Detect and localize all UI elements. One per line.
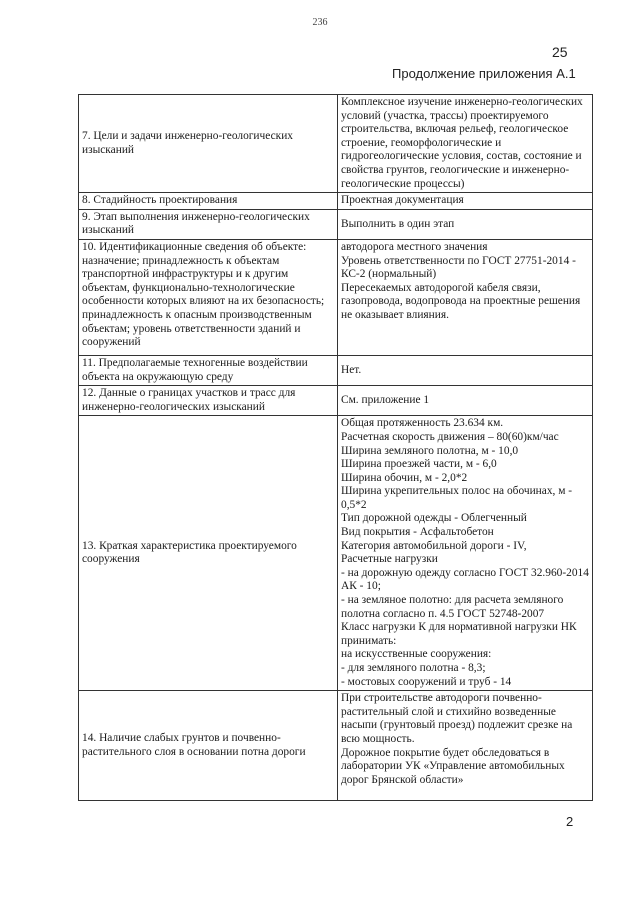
row-7-label: 7. Цели и задачи инженерно-геологических изысканий xyxy=(79,95,338,193)
row-13-line: Ширина обочин, м - 2,0*2 xyxy=(341,471,468,484)
row-13-line: Вид покрытия - Асфальтобетон xyxy=(341,526,494,539)
table-row xyxy=(79,386,593,416)
row-12-value: См. приложение 1 xyxy=(338,386,593,416)
appendix-continuation-title: Продолжение приложения А.1 xyxy=(392,66,576,81)
row-13-line: - на земляное полотно: для расчета земляного полотна согласно п. 4.5 ГОСТ 52748-2007 xyxy=(341,594,564,620)
row-9-value: Выполнить в один этап xyxy=(338,209,593,239)
row-10-line: Уровень ответственности по ГОСТ 27751-2014 - КС-2 (нормальный) xyxy=(341,254,576,281)
row-8-value: Проектная документация xyxy=(338,193,593,210)
requirements-table xyxy=(78,94,593,801)
row-13-line: - для земляного полотна - 8,3; xyxy=(341,662,486,674)
table-row xyxy=(79,355,593,385)
row-8-label: 8. Стадийность проектирования xyxy=(79,193,338,210)
row-13-line: Расчетная скорость движения – 80(60)км/час xyxy=(341,430,559,443)
table-row xyxy=(79,691,593,801)
row-13-line: на искусственные сооружения: xyxy=(341,648,492,661)
row-13-label: 13. Краткая характеристика проектируемого сооружения xyxy=(79,416,338,691)
table-row xyxy=(79,193,593,210)
row-10-value xyxy=(338,239,593,355)
table-row xyxy=(79,95,593,193)
row-13-line: Ширина укрепительных полос на обочинах, м - 0,5*2 xyxy=(341,485,573,511)
row-10-line: автодорога местного значения xyxy=(341,240,488,253)
row-13-line: Класс нагрузки К для нормативной нагрузки НК принимать: xyxy=(341,621,577,647)
row-14-line: Дорожное покрытие будет обследоваться в лаборатории УК «Управление автомобильных дорог Брянской области» xyxy=(341,746,565,786)
scan-page-number: 236 xyxy=(312,17,328,28)
row-13-line: - на дорожную одежду согласно ГОСТ 32.960-2014 АК - 10; xyxy=(341,566,589,593)
row-14-value xyxy=(338,691,593,801)
row-9-label: 9. Этап выполнения инженерно-геологических изысканий xyxy=(79,209,338,239)
table-row xyxy=(79,416,593,691)
row-13-line: Ширина проезжей части, м - 6,0 xyxy=(341,458,497,471)
page-number-top: 25 xyxy=(552,44,568,60)
row-13-line: - мостовых сооружений и труб - 14 xyxy=(341,675,512,688)
row-10-line: Пересекаемых автодорогой кабеля связи, газопровода, водопровода на проектные решения не оказывает влияния. xyxy=(341,281,581,321)
page-number-bottom: 2 xyxy=(566,814,574,829)
row-13-line: Расчетные нагрузки xyxy=(341,553,438,566)
row-13-value xyxy=(338,416,593,691)
row-14-label: 14. Наличие слабых грунтов и почвенно-растительного слоя в основании потна дороги xyxy=(79,691,338,801)
row-11-value: Нет. xyxy=(338,355,593,385)
row-13-line: Категория автомобильной дороги - IV, xyxy=(341,539,527,552)
row-12-label: 12. Данные о границах участков и трасс для инженерно-геологических изысканий xyxy=(79,386,338,416)
row-13-line: Тип дорожной одежды - Облегченный xyxy=(341,512,527,525)
row-13-line: Общая протяженность 23.634 км. xyxy=(341,417,504,430)
row-13-line: Ширина земляного полотна, м - 10,0 xyxy=(341,444,519,457)
table-row xyxy=(79,209,593,239)
row-14-line: При строительстве автодороги почвенно-растительный слой и стихийно возведенные насыпи (грунтовый проезд) подлежит срезке на всю мощность. xyxy=(341,692,573,745)
row-10-label: 10. Идентификационные сведения об объекте: назначение; принадлежность к объектам транспортной инфраструктуры и к другим объектам, функционально-технологические особенности которых влияют на их безопасность; принадлежность к опасным производственным объектам; уровень ответственности зданий и сооружений xyxy=(79,239,338,355)
row-7-value: Комплексное изучение инженерно-геологических условий (участка, трассы) проектируемого строительства, включая рельеф, геологическое строение, геоморфологические и гидрогеологические условия, состав, состояние и свойства грунтов, геологические и инженерно-геологические процессы) xyxy=(338,95,593,193)
row-11-label: 11. Предполагаемые техногенные воздействии объекта на окружающую среду xyxy=(79,355,338,385)
table-row xyxy=(79,239,593,355)
